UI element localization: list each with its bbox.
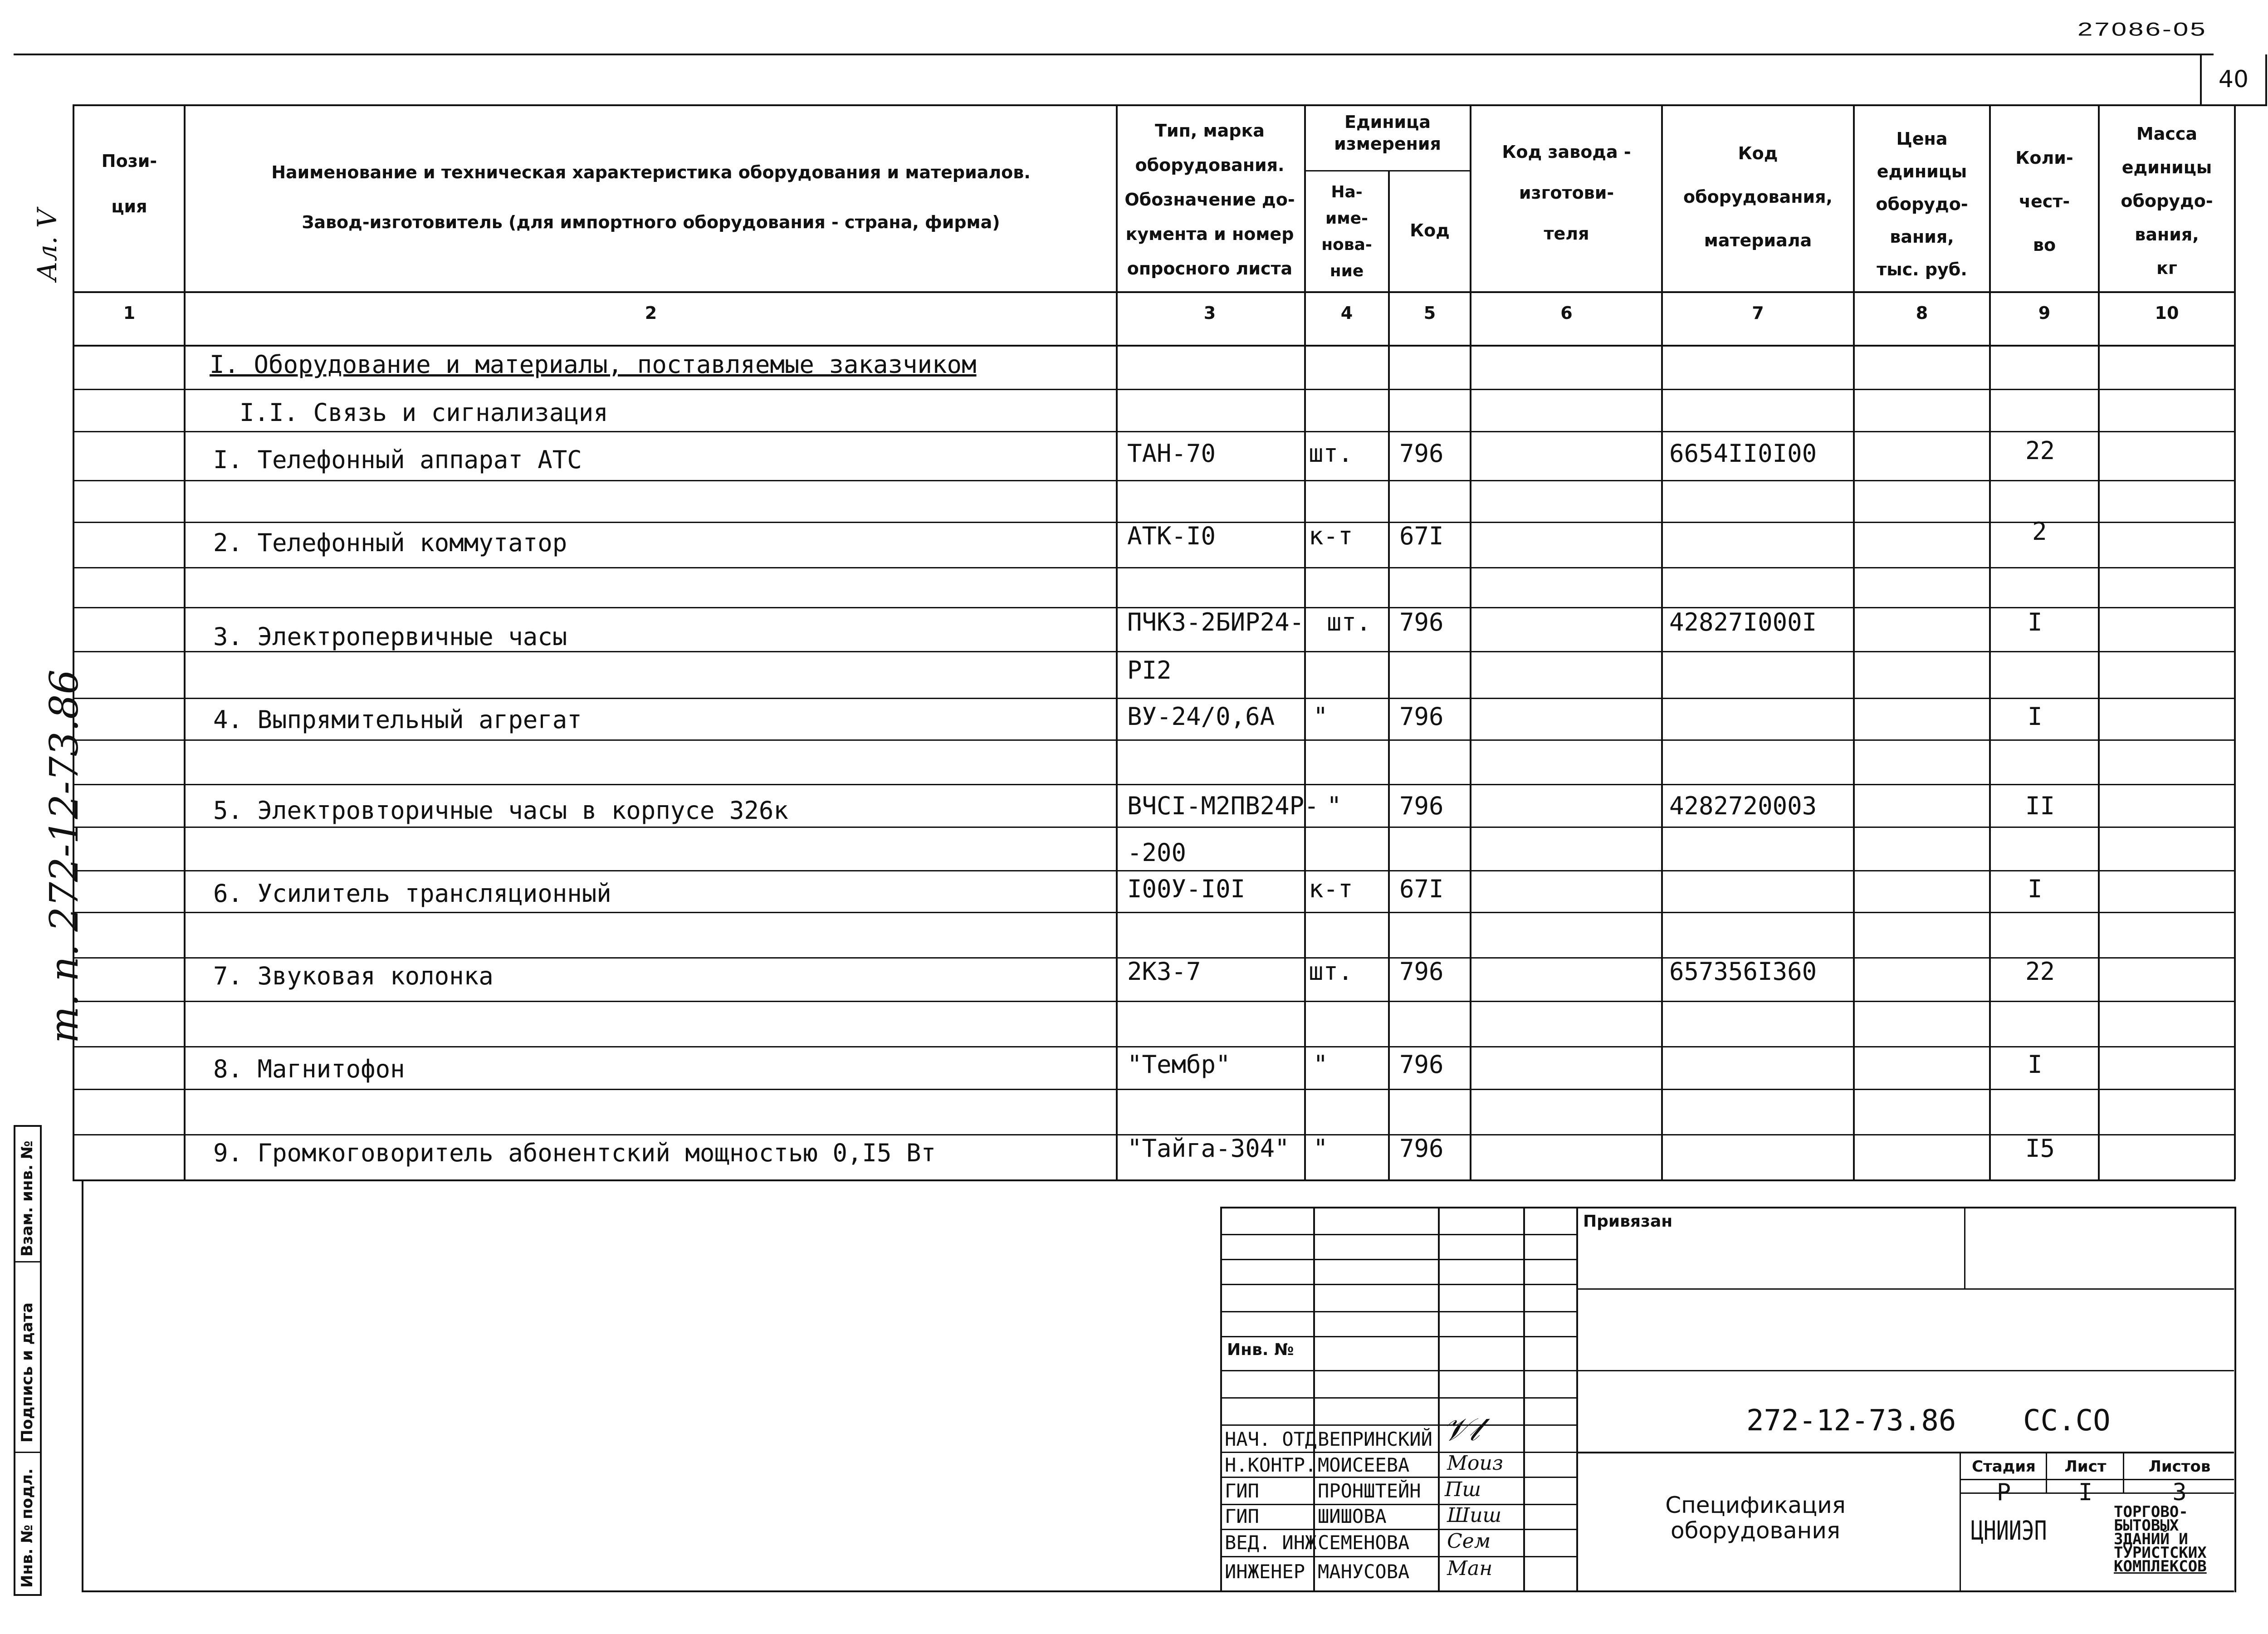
col2-header-line: Завод-изготовитель (для импортного оборудования - страна, фирма) <box>302 212 1000 232</box>
col9-header-line: Коли- <box>2015 148 2073 168</box>
col8-header-line: единицы <box>1877 161 1967 181</box>
item-code: 67I <box>1399 522 1444 550</box>
item-qty: II <box>2025 792 2055 820</box>
project-code-label: т. п. 272-12-73.86 <box>42 669 87 1043</box>
col-number: 1 <box>123 303 136 323</box>
item-unit: " <box>1313 1050 1328 1079</box>
unit-group-header <box>1305 111 1470 155</box>
signature: Моиз <box>1447 1452 1503 1475</box>
row-line <box>73 651 2235 652</box>
col-number: 2 <box>645 303 657 323</box>
signature: Шиш <box>1447 1504 1502 1527</box>
item-code: 796 <box>1399 792 1444 820</box>
col9-header-line: во <box>2033 235 2056 255</box>
col-sep <box>1470 104 1471 1179</box>
row-line <box>73 1001 2235 1002</box>
stamp-row <box>1220 1311 1576 1312</box>
col6-header-line: изготови- <box>1519 183 1614 203</box>
item-equip-code: 6654II0I00 <box>1669 439 1817 468</box>
row-line <box>73 431 2235 432</box>
col7-header <box>1663 132 1853 262</box>
item-code: 796 <box>1399 702 1444 731</box>
table-left-border <box>73 104 74 1179</box>
page-number: 40 <box>2218 66 2249 93</box>
frame-left-lower <box>82 1179 83 1592</box>
col7-header-line: материала <box>1704 230 1812 250</box>
item-name: 9. Громкоговоритель абонентский мощностью 0,I5 Вт <box>213 1139 936 1167</box>
strip-divider <box>14 1261 40 1262</box>
item-name: 3. Электропервичные часы <box>213 622 567 651</box>
role: ГИП <box>1225 1480 1259 1502</box>
col-sep <box>184 104 186 1179</box>
item-type: ВУ-24/0,6А <box>1127 702 1275 731</box>
item-qty: 22 <box>2025 957 2055 986</box>
item-unit: шт. <box>1309 957 1353 986</box>
stamp-col <box>1964 1207 1965 1288</box>
person-name: СЕМЕНОВА <box>1318 1531 1410 1554</box>
stamp-row <box>1220 1424 1576 1426</box>
item-name: 5. Электровторичные часы в корпусе 326к <box>213 796 788 825</box>
col2-header <box>186 147 1116 247</box>
col-number: 7 <box>1752 303 1764 323</box>
doc-code: 272-12-73.86 <box>1746 1404 1956 1438</box>
col2-header-line: Наименование и техническая характеристика оборудования и материалов. <box>271 162 1031 182</box>
corner-text: 27086-05 <box>2077 18 2207 40</box>
col3-header-line: Обозначение до- <box>1124 190 1295 210</box>
item-unit: к-т <box>1309 875 1353 903</box>
col1-header-line: ция <box>111 196 147 216</box>
item-type: I00У-I0I <box>1127 875 1246 903</box>
item-qty: I <box>2028 608 2043 636</box>
stamp-row <box>1220 1556 1576 1557</box>
subsection-title: I.I. Связь и сигнализация <box>240 398 608 427</box>
col3-header <box>1117 113 1303 286</box>
row-line <box>73 389 2235 390</box>
doc-title <box>1642 1492 1869 1543</box>
col10-header-line: единицы <box>2121 157 2212 177</box>
privyazan-label: Привязан <box>1583 1212 1673 1231</box>
item-unit: " <box>1313 702 1328 731</box>
row-line <box>73 870 2235 871</box>
item-equip-code: 657356I360 <box>1669 957 1817 986</box>
col-number: 10 <box>2155 303 2179 323</box>
org-desc-line: ТУРИСТСКИХ <box>2114 1544 2207 1562</box>
stamp-row <box>1220 1477 1576 1478</box>
stamp-col <box>1960 1452 1961 1590</box>
person-name: МАНУСОВА <box>1318 1561 1410 1583</box>
section-title: I. Оборудование и материалы, поставляемые заказчиком <box>210 350 977 379</box>
row-line <box>73 1046 2235 1047</box>
org-desc-line: БЫТОВЫХ <box>2114 1517 2179 1535</box>
col-number: 6 <box>1560 303 1573 323</box>
col9-header-line: чест- <box>2019 191 2070 211</box>
stamp-col <box>1523 1207 1525 1590</box>
signature: Пш <box>1445 1478 1481 1501</box>
page-number-box <box>2200 54 2267 106</box>
doc-title-line: Спецификация <box>1665 1492 1846 1518</box>
col-number: 5 <box>1423 303 1436 323</box>
numbers-bottom <box>73 345 2235 347</box>
col4-header-line: ние <box>1330 262 1364 280</box>
item-qty: I <box>2028 1050 2043 1079</box>
stamp-col <box>2123 1452 2124 1492</box>
item-unit: шт. <box>1309 439 1353 468</box>
stamp-col <box>2046 1452 2047 1492</box>
album-label: Ал. V <box>32 209 63 281</box>
col6-header <box>1472 132 1661 254</box>
item-code: 67I <box>1399 875 1444 903</box>
signature: Ман <box>1447 1557 1493 1580</box>
role: НАЧ. ОТД <box>1225 1428 1317 1450</box>
org-description <box>2114 1505 2207 1573</box>
col10-header-line: кг <box>2156 258 2177 278</box>
row-line <box>73 1089 2235 1090</box>
role: ГИП <box>1225 1505 1259 1527</box>
unit-split <box>1304 170 1471 171</box>
sheet-value: I <box>2078 1479 2093 1506</box>
stamp-row <box>1220 1284 1576 1285</box>
stamp-row <box>1576 1370 2234 1371</box>
person-name: МОИСЕЕВА <box>1318 1454 1410 1476</box>
col1-header-line: Пози- <box>101 151 157 171</box>
item-qty: I <box>2028 875 2043 903</box>
item-name: I. Телефонный аппарат АТС <box>213 445 582 474</box>
person-name: ШИШОВА <box>1318 1505 1387 1527</box>
row-line <box>73 827 2235 828</box>
col7-header-line: Код <box>1738 143 1778 163</box>
role: Н.КОНТР. <box>1225 1454 1317 1476</box>
col4-header <box>1305 179 1388 284</box>
sheets-label: Листов <box>2148 1458 2211 1476</box>
stamp-row <box>1220 1234 1576 1235</box>
inv-no-sub-label: Инв. № подл. <box>18 1468 36 1588</box>
col3-header-line: Тип, марка <box>1155 121 1265 141</box>
item-type: АТК-I0 <box>1127 522 1216 550</box>
col8-header <box>1855 122 1989 286</box>
top-rule <box>14 54 2214 55</box>
stamp-row <box>1220 1529 1576 1530</box>
col3-header-line: кумента и номер <box>1125 224 1294 244</box>
col6-header-line: Код завода - <box>1502 142 1631 162</box>
item-name: 2. Телефонный коммутатор <box>213 528 567 557</box>
col-number: 8 <box>1916 303 1928 323</box>
col5-header: Код <box>1410 220 1450 240</box>
item-code: 796 <box>1399 957 1444 986</box>
col8-header-line: тыс. руб. <box>1877 259 1967 279</box>
item-qty: I5 <box>2025 1134 2055 1163</box>
stamp-row <box>1220 1336 1576 1337</box>
item-unit: " <box>1313 1134 1328 1163</box>
col4-header-line: нова- <box>1321 235 1372 254</box>
row-line <box>73 480 2235 481</box>
org-desc-line: ТОРГОВО- <box>2114 1503 2188 1521</box>
header-bottom <box>73 291 2235 293</box>
col6-header-line: теля <box>1544 224 1589 244</box>
col10-header <box>2100 117 2234 285</box>
row-line <box>73 567 2235 568</box>
item-code: 796 <box>1399 1050 1444 1079</box>
org-desc-line: КОМПЛЕКСОВ <box>2114 1557 2207 1575</box>
doc-title-line: оборудования <box>1671 1517 1840 1544</box>
sheets-value: 3 <box>2172 1479 2187 1506</box>
col4-header-line: На- <box>1331 183 1363 201</box>
item-name: 7. Звуковая колонка <box>213 962 494 990</box>
signature: Сем <box>1447 1530 1491 1553</box>
row-line <box>73 912 2235 913</box>
sheet-label: Лист <box>2064 1458 2107 1476</box>
col10-header-line: Масса <box>2136 124 2198 144</box>
item-unit: к-т <box>1309 522 1353 550</box>
stamp-col <box>1576 1207 1578 1590</box>
col-sep <box>1661 104 1663 1179</box>
item-unit: " <box>1327 792 1342 820</box>
col8-header-line: Цена <box>1896 129 1948 149</box>
item-type: ТАН-70 <box>1127 439 1216 468</box>
item-equip-code: 4282720003 <box>1669 792 1817 820</box>
stage-label: Стадия <box>1972 1458 2036 1476</box>
col1-header <box>75 138 184 229</box>
item-name: 6. Усилитель трансляционный <box>213 879 611 908</box>
stamp-row <box>1220 1370 1576 1371</box>
col-number: 9 <box>2038 303 2051 323</box>
table-right-border <box>2234 104 2236 1179</box>
row-line <box>73 784 2235 785</box>
stamp-row <box>1576 1288 2234 1290</box>
person-name: ВЕПРИНСКИЙ <box>1318 1428 1432 1450</box>
item-type: ПЧКЗ-2БИР24- <box>1127 608 1305 636</box>
unit-group-line: Единица <box>1344 112 1431 132</box>
row-line <box>73 698 2235 699</box>
strip-divider <box>14 1452 40 1453</box>
stamp-row <box>1220 1452 1576 1453</box>
header-top <box>73 104 2235 106</box>
item-qty: 2 <box>2032 517 2047 546</box>
item-qty: I <box>2028 702 2043 731</box>
col7-header-line: оборудования, <box>1683 187 1833 207</box>
signature: 𝒱𝓁 <box>1442 1411 1480 1448</box>
item-type-cont: -200 <box>1127 838 1187 867</box>
col3-header-line: оборудования. <box>1135 155 1285 175</box>
stamp-col <box>1438 1207 1440 1590</box>
col9-header <box>1991 136 2098 267</box>
item-qty: 22 <box>2025 436 2055 465</box>
stamp-row <box>1576 1452 2234 1453</box>
col8-header-line: вания, <box>1890 227 1954 247</box>
org-name: ЦНИИЭП <box>1971 1515 2047 1546</box>
col3-header-line: опросного листа <box>1127 259 1293 279</box>
stamp-row <box>1220 1504 1576 1505</box>
item-type: "Тайга-304" <box>1127 1134 1290 1163</box>
item-code: 796 <box>1399 608 1444 636</box>
inv-no-label: Инв. № <box>1227 1340 1294 1359</box>
col10-header-line: вания, <box>2135 225 2199 245</box>
col4-header-line: име- <box>1325 209 1368 228</box>
stage-value: Р <box>1996 1479 2011 1506</box>
role: ВЕД. ИНЖ <box>1225 1531 1317 1554</box>
col8-header-line: оборудо- <box>1876 194 1968 214</box>
item-code: 796 <box>1399 439 1444 468</box>
item-name: 8. Магнитофон <box>213 1055 405 1083</box>
item-code: 796 <box>1399 1134 1444 1163</box>
row-line <box>73 739 2235 741</box>
sign-date-label: Подпись и дата <box>18 1302 36 1443</box>
page-bottom <box>82 1590 2234 1592</box>
stamp-row <box>1220 1397 1576 1399</box>
role: ИНЖЕНЕР <box>1225 1561 1305 1583</box>
unit-group-line: измерения <box>1334 134 1441 154</box>
item-name: 4. Выпрямительный агрегат <box>213 705 582 734</box>
item-equip-code: 42827I000I <box>1669 608 1817 636</box>
col-number: 3 <box>1203 303 1216 323</box>
doc-mark: СС.СО <box>2023 1404 2111 1438</box>
item-type: ВЧСI-М2ПВ24Р- <box>1127 792 1319 820</box>
stamp-row <box>1220 1259 1576 1260</box>
col-number: 4 <box>1340 303 1353 323</box>
org-desc-line: ЗДАНИЙ И <box>2114 1530 2188 1548</box>
item-type-cont: PI2 <box>1127 656 1172 685</box>
item-type: 2КЗ-7 <box>1127 957 1201 986</box>
item-unit: шт. <box>1327 608 1371 636</box>
person-name: ПРОНШТЕЙН <box>1318 1480 1421 1502</box>
vzam-label: Взам. инв. № <box>18 1140 36 1257</box>
col10-header-line: оборудо- <box>2121 191 2213 211</box>
table-bottom <box>73 1179 2235 1181</box>
item-type: "Тембр" <box>1127 1050 1231 1079</box>
